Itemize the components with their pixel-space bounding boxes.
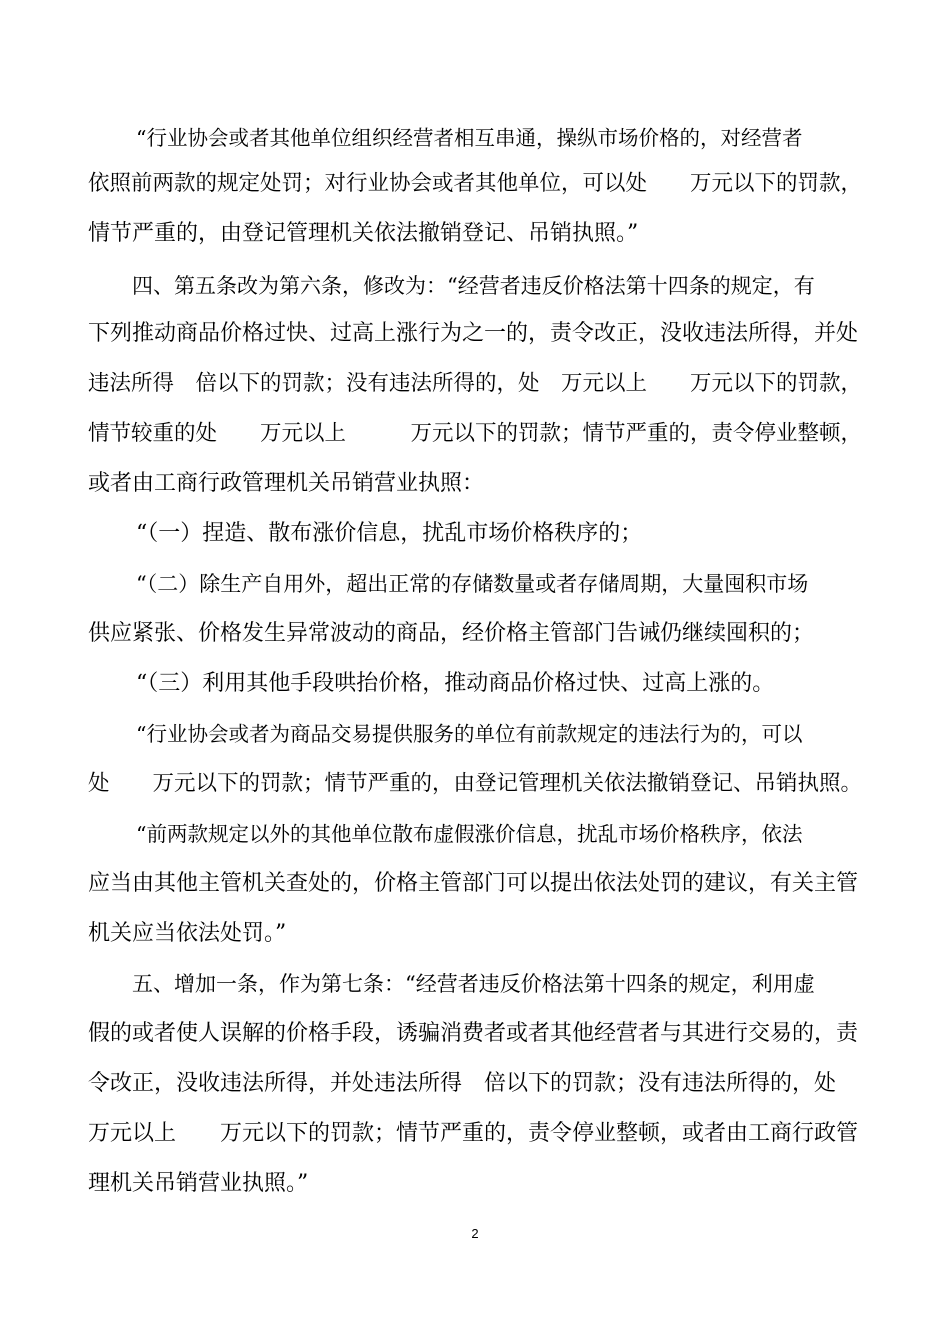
page-number: 2 [471, 1226, 479, 1241]
text-line: 或者由工商行政管理机关吊销营业执照： [88, 471, 485, 496]
text-line: 理机关吊销营业执照。” [88, 1171, 309, 1196]
text-line: 机关应当依法处罚。” [88, 921, 287, 946]
text-line: “前两款规定以外的其他单位散布虚假涨价信息，扰乱市场价格秩序，依法 [136, 822, 803, 846]
text-line: 依照前两款的规定处罚；对行业协会或者其他单位，可以处 万元以下的罚款， [88, 171, 863, 196]
text-line: 四、第五条改为第六条，修改为：“经营者违反价格法第十四条的规定，有 [132, 274, 815, 298]
text-line: 违法所得 倍以下的罚款；没有违法所得的，处 万元以上 万元以下的罚款， [88, 371, 863, 396]
text-line: 情节严重的，由登记管理机关依法撤销登记、吊销执照。” [88, 221, 639, 246]
text-line: 五、增加一条，作为第七条：“经营者违反价格法第十四条的规定，利用虚 [132, 972, 815, 996]
text-line: 供应紧张、价格发生异常波动的商品，经价格主管部门告诫仍继续囤积的； [88, 621, 815, 646]
text-line: 下列推动商品价格过快、过高上涨行为之一的，责令改正，没收违法所得，并处 [88, 321, 859, 346]
text-line: “（三）利用其他手段哄抬价格，推动商品价格过快、过高上涨的。 [136, 671, 775, 696]
text-line: “行业协会或者为商品交易提供服务的单位有前款规定的违法行为的，可以 [136, 722, 803, 746]
text-line: 处 万元以下的罚款；情节严重的，由登记管理机关依法撤销登记、吊销执照。 [88, 771, 863, 796]
text-line: 万元以上 万元以下的罚款；情节严重的，责令停业整顿，或者由工商行政管 [88, 1121, 859, 1146]
text-line: 情节较重的处 万元以上 万元以下的罚款；情节严重的，责令停业整顿， [88, 421, 863, 446]
text-line: “行业协会或者其他单位组织经营者相互串通，操纵市场价格的，对经营者 [136, 126, 803, 150]
text-line: 应当由其他主管机关查处的，价格主管部门可以提出依法处罚的建议，有关主管 [88, 871, 859, 896]
text-line: 令改正，没收违法所得，并处违法所得 倍以下的罚款；没有违法所得的，处 [88, 1071, 837, 1096]
text-line: “（一）捏造、散布涨价信息，扰乱市场价格秩序的； [136, 521, 643, 546]
text-line: “（二）除生产自用外，超出正常的存储数量或者存储周期，大量囤积市场 [136, 572, 809, 596]
text-line: 假的或者使人误解的价格手段，诱骗消费者或者其他经营者与其进行交易的，责 [88, 1021, 859, 1046]
